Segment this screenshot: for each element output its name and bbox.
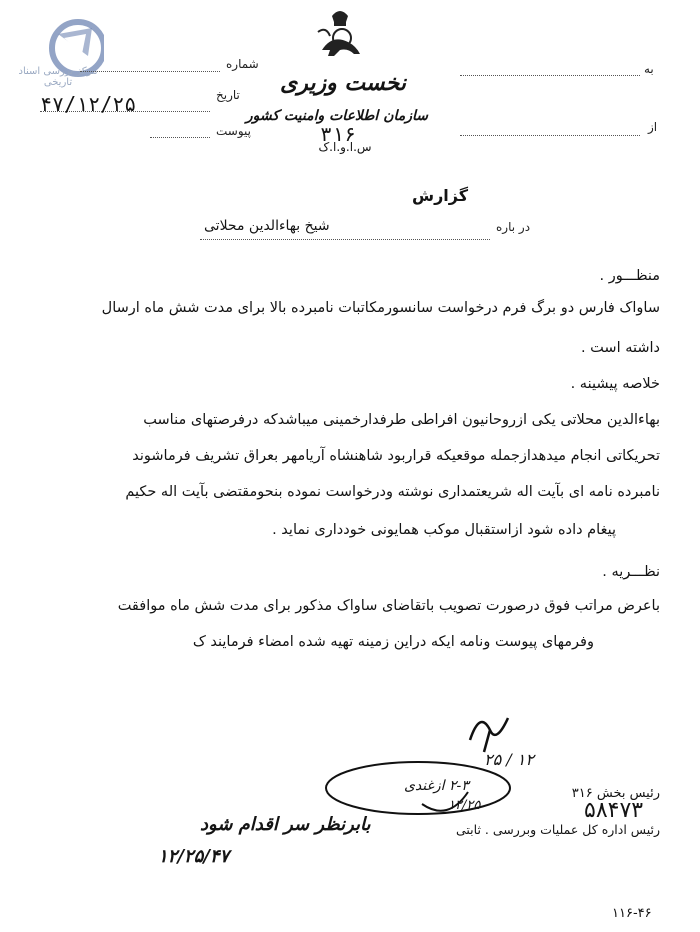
kholase-line-3: نامبرده نامه ای بآیت اله شریعتمداری نوشته ودرخواست نموده بنحومقتضی بآیت اله حکیم [125, 484, 660, 500]
az-line [460, 134, 640, 136]
kholase-line-2: تحریکاتی انجام میدهدازجمله موقعیکه قراربود شاهنشاه آریامهر بعراق تشریف فرماشوند [132, 448, 660, 464]
shomare-label: شماره [226, 57, 259, 71]
stamped-number: ۵۸۴۷۳ [584, 798, 644, 823]
lion-and-sun-emblem-icon [308, 6, 372, 62]
raees-bakhsh-label: رئیس بخش ۳۱۶ [571, 786, 660, 801]
kholase-line-1: بهاءالدین محلاتی یکی ازروحانیون افراطی طرفدارخمینی میباشدکه درفرصتهای مناسب [143, 412, 660, 428]
date-value: ۴۷/۱۲/۲۵ [40, 92, 137, 116]
archive-watermark-text: مرکز بررسی اسناد تاریخی [18, 66, 98, 88]
report-title: گزارش [412, 186, 469, 205]
circle-number: ۱۲/۲۵ [448, 798, 481, 813]
manzur-line-2: داشته است . [580, 340, 660, 356]
kholase-heading: خلاصه پیشینه . [570, 376, 660, 392]
peyvast-label: پیوست [216, 124, 251, 138]
shomare-line [80, 70, 220, 72]
manzur-line-1: ساواک فارس دو برگ فرم درخواست سانسورمکاتبات نامبرده بالا برای مدت شش ماه ارسال [101, 300, 660, 316]
circle-note: ۲-۳ ازغندی [404, 778, 469, 794]
org-title: نخست وزیری [280, 70, 406, 96]
dar-bare-label: در باره [496, 220, 531, 234]
nazarie-line-1: باعرض مراتب فوق درصورت تصویب باتقاضای ساواک مذکور برای مدت شش ماه موافقت [117, 598, 660, 614]
peyvast-line [150, 136, 210, 138]
be-line [460, 74, 640, 76]
be-label: به [644, 62, 654, 76]
org-subtitle: سازمان اطلاعات وامنیت کشور [245, 108, 428, 124]
nazarie-heading: نظـــریه . [602, 564, 660, 580]
handwritten-date-2: ۱۲/۲۵/۴۷ [158, 846, 230, 867]
handwritten-date-1: ۲۵ / ۱۲ [484, 750, 534, 769]
tarikh-label: تاریخ [216, 88, 240, 102]
kholase-line-4: پیغام داده شود ازاستقبال موکب همایونی خودداری نماید . [272, 522, 616, 538]
nazarie-line-2: وفرمهای پیوست ونامه ایکه دراین زمینه تهیه شده امضاء فرمایند ک [192, 634, 594, 650]
handwritten-action-note: بابرنظر سر اقدام شود [200, 814, 371, 835]
raees-edare-label: رئیس اداره کل عملیات وبررسی . ثابتی [455, 822, 660, 837]
org-code: س.ا.و.ا.ک [318, 140, 372, 154]
report-subject: شیخ بهاءالدین محلاتی [204, 218, 330, 234]
manzur-heading: منظـــور . [599, 268, 660, 284]
footer-code: ۱۱۶-۴۶ [612, 906, 652, 921]
az-label: از [648, 120, 658, 134]
subject-line [200, 238, 490, 240]
document-number: ۳۱۶ [320, 122, 357, 146]
